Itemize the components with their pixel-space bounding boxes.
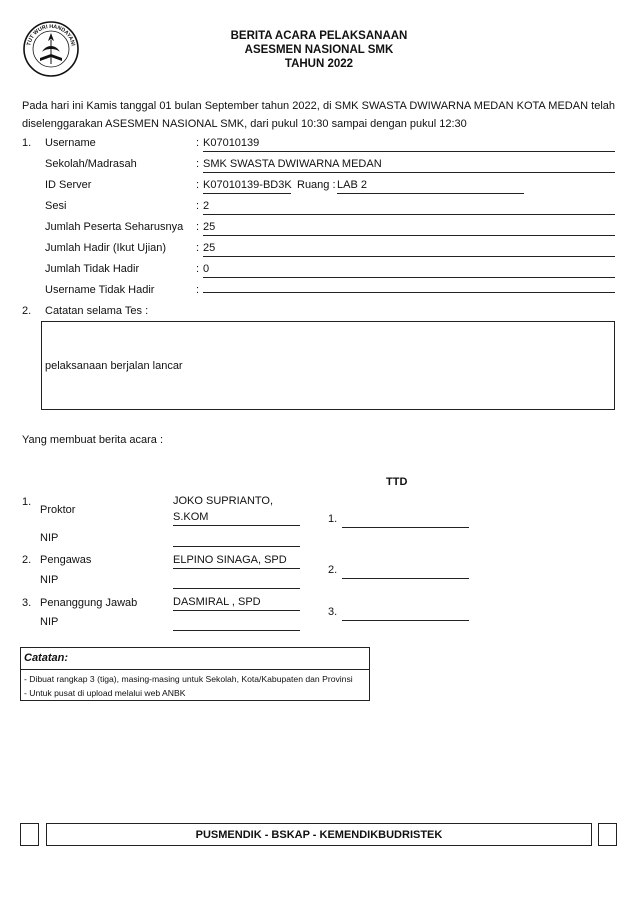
- underline: [173, 630, 300, 631]
- colon: :: [196, 137, 200, 149]
- item-number-1: 1.: [22, 137, 32, 149]
- hadir-value: 25: [203, 242, 216, 254]
- item-number-2: 2.: [22, 305, 32, 317]
- underline: [173, 588, 300, 589]
- usertidak-label: Username Tidak Hadir: [45, 284, 155, 296]
- underline: [173, 546, 300, 547]
- colon: :: [196, 242, 200, 254]
- idserver-label: ID Server: [45, 179, 92, 191]
- colon: :: [196, 284, 200, 296]
- proktor-label: Proktor: [40, 504, 76, 516]
- pengawas-name: ELPINO SINAGA, SPD: [173, 554, 287, 566]
- pj-nip-label: NIP: [40, 616, 59, 628]
- footer-left-box: [20, 823, 39, 846]
- underline: [173, 525, 300, 526]
- underline: [173, 568, 300, 569]
- pj-name: DASMIRAL , SPD: [173, 596, 261, 608]
- catatan-line-1: - Dibuat rangkap 3 (tiga), masing-masing untuk Sekolah, Kota/Kabupaten dan Provinsi: [24, 674, 353, 684]
- title-line-2: ASESMEN NASIONAL SMK: [244, 44, 394, 56]
- catatan-line-2: - Untuk pusat di upload melalui web ANBK: [24, 688, 186, 698]
- footer-right-box: [598, 823, 617, 846]
- signature-number-1: 1.: [328, 513, 338, 525]
- proktor-name-line-1: JOKO SUPRIANTO,: [173, 495, 274, 507]
- signature-line-3: [342, 620, 469, 621]
- underline: [337, 193, 524, 194]
- tidakhadir-label: Jumlah Tidak Hadir: [45, 263, 140, 275]
- colon: :: [196, 263, 200, 275]
- signature-number-3: 3.: [328, 606, 338, 618]
- signer-number-1: 1.: [22, 496, 32, 508]
- title-line-3: TAHUN 2022: [284, 58, 354, 70]
- underline: [203, 193, 291, 194]
- signature-number-2: 2.: [328, 564, 338, 576]
- ruang-label: Ruang :: [297, 179, 336, 191]
- underline: [203, 277, 615, 278]
- catatan-title: Catatan:: [21, 648, 369, 670]
- underline: [203, 151, 615, 152]
- colon: :: [196, 179, 200, 191]
- footer-text: PUSMENDIK - BSKAP - KEMENDIKBUDRISTEK: [195, 829, 443, 841]
- sekolah-value: SMK SWASTA DWIWARNA MEDAN: [203, 158, 382, 170]
- catatan-box: [20, 647, 370, 701]
- svg-text:TUT WURI HANDAYANI: TUT WURI HANDAYANI: [26, 23, 76, 47]
- pengawas-label: Pengawas: [40, 554, 92, 566]
- idserver-value: K07010139-BD3K: [203, 179, 292, 191]
- signer-number-3: 3.: [22, 597, 32, 609]
- proktor-nip-label: NIP: [40, 532, 59, 544]
- tidakhadir-value: 0: [203, 263, 210, 275]
- username-label: Username: [45, 137, 96, 149]
- sekolah-label: Sekolah/Madrasah: [45, 158, 137, 170]
- signer-number-2: 2.: [22, 554, 32, 566]
- signers-intro: Yang membuat berita acara :: [22, 434, 164, 446]
- colon: :: [196, 158, 200, 170]
- seharusnya-value: 25: [203, 221, 216, 233]
- underline: [173, 610, 300, 611]
- ruang-value: LAB 2: [337, 179, 367, 191]
- ttd-heading: TTD: [386, 476, 408, 488]
- notes-content: pelaksanaan berjalan lancar: [45, 360, 183, 372]
- colon: :: [196, 221, 200, 233]
- seharusnya-label: Jumlah Peserta Seharusnya: [45, 221, 184, 233]
- footer-banner: [46, 823, 592, 846]
- username-value: K07010139: [203, 137, 260, 149]
- underline: [203, 292, 615, 293]
- underline: [203, 214, 615, 215]
- signature-line-2: [342, 578, 469, 579]
- proktor-name-line-2: S.KOM: [173, 511, 209, 523]
- intro-line-1: Pada hari ini Kamis tanggal 01 bulan September tahun 2022, di SMK SWASTA DWIWARNA MEDAN KOTA MEDAN telah: [22, 100, 615, 112]
- underline: [203, 172, 615, 173]
- pengawas-nip-label: NIP: [40, 574, 59, 586]
- intro-line-2: diselenggarakan ASESMEN NASIONAL SMK, dari pukul 10:30 sampai dengan pukul 12:30: [22, 118, 467, 130]
- colon: :: [196, 200, 200, 212]
- signature-line-1: [342, 527, 469, 528]
- title-line-1: BERITA ACARA PELAKSANAAN: [230, 30, 408, 42]
- pj-label: Penanggung Jawab: [40, 597, 138, 609]
- underline: [203, 256, 615, 257]
- sesi-label: Sesi: [45, 200, 67, 212]
- sesi-value: 2: [203, 200, 210, 212]
- notes-label: Catatan selama Tes :: [45, 305, 149, 317]
- hadir-label: Jumlah Hadir (Ikut Ujian): [45, 242, 167, 254]
- underline: [203, 235, 615, 236]
